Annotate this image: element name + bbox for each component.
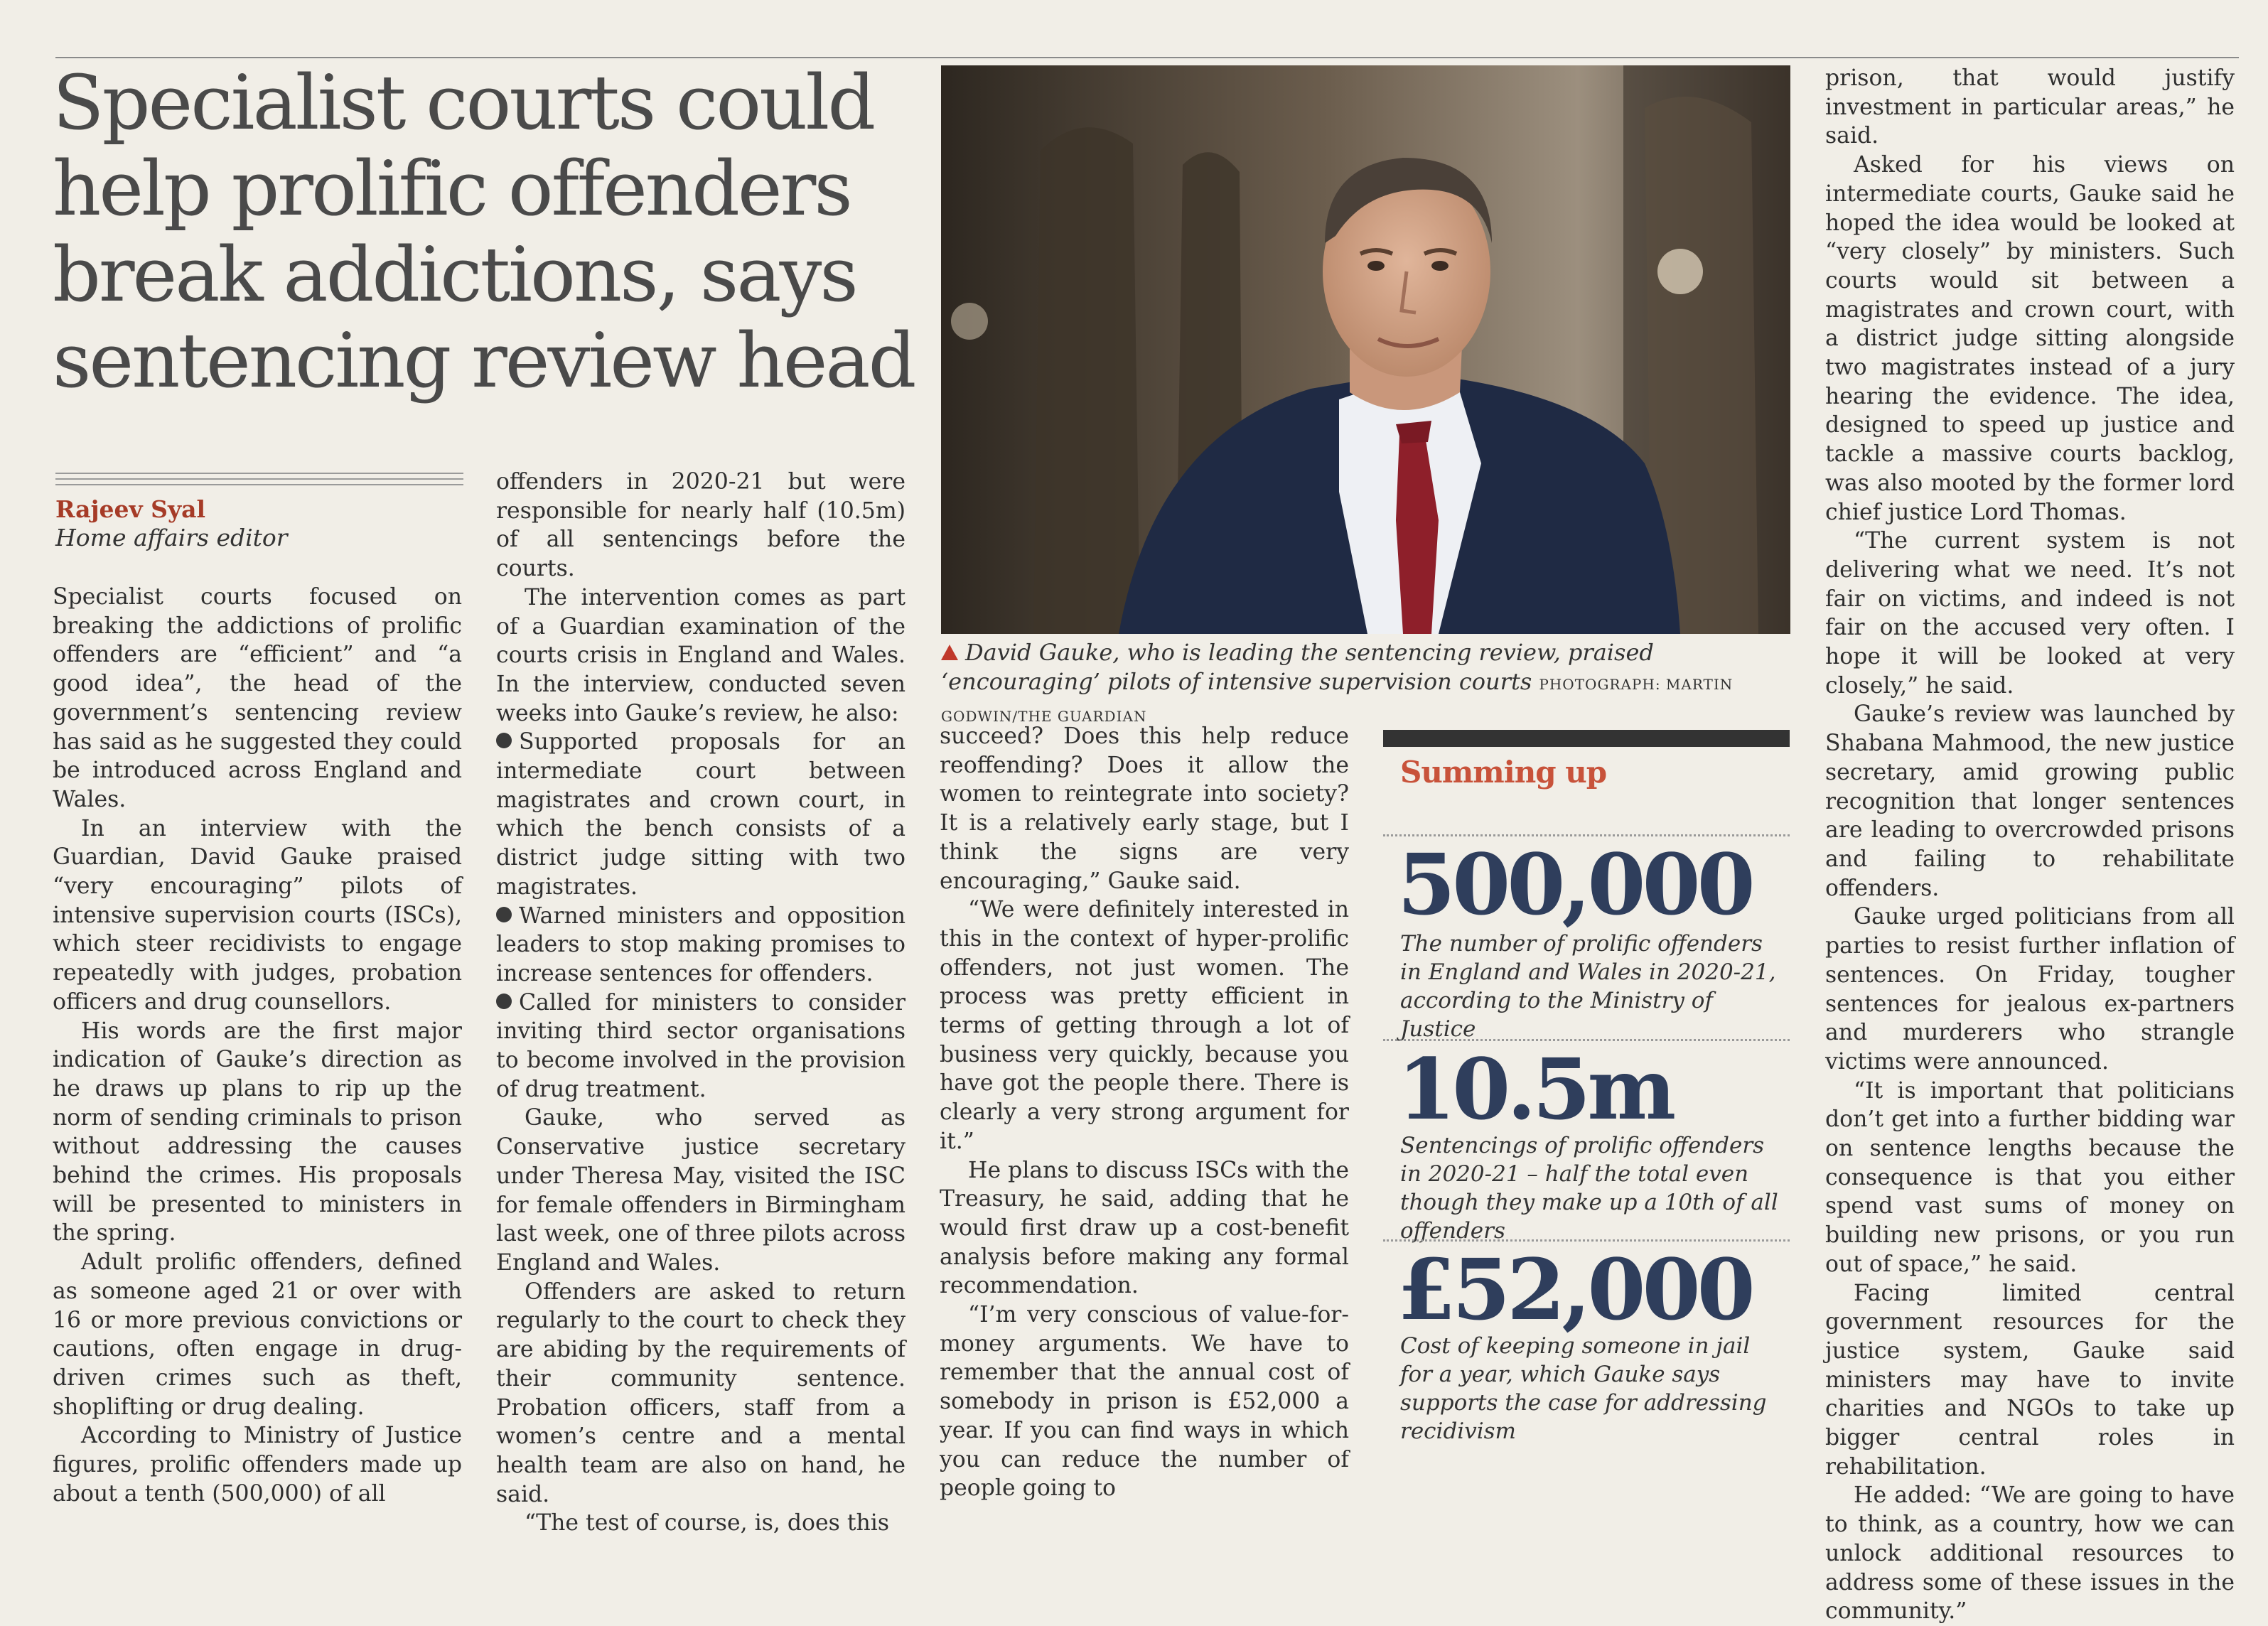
paragraph: “It is important that politicians don’t get into a further bidding war on sentence lengths because the consequence is that you either spend vast sums of money on building new prisons, or you run out of space,” he said. — [1825, 1077, 2235, 1277]
article-photo — [941, 65, 1790, 634]
bullet-text: Supported proposals for an intermediate court between magistrates and crown court, in which the bench consists of a district judge sitting with two magistrates. — [496, 729, 905, 900]
stat-value: 500,000 — [1397, 835, 1752, 934]
stat-description: The number of prolific offenders in England and Wales in 2020-21, according to the Ministry of Justice — [1400, 931, 1776, 1042]
summing-up-title: Summing up — [1400, 755, 1607, 790]
summing-up-bar — [1383, 730, 1790, 747]
paragraph: The intervention comes as part of a Guardian examination of the courts crisis in England and Wales. In the interview, conducted seven weeks into Gauke’s review, he also: — [496, 584, 905, 726]
paragraph: succeed? Does this help reduce reoffending? Does it allow the women to reintegrate into society? It is a relatively early stage, but I think the signs are very encouraging,” Gauke said. — [940, 723, 1349, 894]
paragraph: He added: “We are going to have to think, as a country, how we can unlock additional resources to address some of these issues in the community.” — [1825, 1482, 2235, 1625]
bullet-icon — [496, 733, 512, 748]
paragraph: In an interview with the Guardian, David Gauke praised “very encouraging” pilots of intensive supervision courts (ISCs), which steer recidivists to engage repeatedly with judges, probation officers and drug counsellors. — [53, 815, 462, 1015]
headline-line: sentencing review head — [53, 317, 915, 404]
byline-rule — [55, 484, 463, 485]
bullet-item — [496, 989, 905, 1104]
paragraph: prison, that would justify investment in particular areas,” he said. — [1825, 65, 2235, 149]
headline-line: break addictions, says — [53, 231, 856, 318]
caption-text: David Gauke, who is leading the sentencing review, praised ‘encouraging’ pilots of intensive supervision courts — [941, 639, 1654, 695]
paragraph: Gauke urged politicians from all parties to resist further inflation of sentences. On Friday, tougher sentences for jealous ex-partners and murderers who strangle victims were announced. — [1825, 904, 2235, 1075]
paragraph: Specialist courts focused on breaking the addictions of prolific offenders are “efficient” and “a good idea”, the head of the government’s sentencing review has said as he suggested they could be introduced across England and Wales. — [53, 584, 462, 812]
paragraph: He plans to discuss ISCs with the Treasury, he said, adding that he would first draw up a cost-benefit analysis before making any formal recommendation. — [940, 1157, 1349, 1299]
photo-credit: PHOTOGRAPH: MARTIN GODWIN/THE GUARDIAN — [941, 676, 1734, 725]
headline-line: Specialist courts could — [53, 59, 874, 146]
stat-value: 10.5m — [1397, 1040, 1673, 1138]
paragraph: According to Ministry of Justice figures, prolific offenders made up about a tenth (500,000) of all — [53, 1423, 462, 1507]
paragraph: offenders in 2020-21 but were responsible for nearly half (10.5m) of all sentencings before the courts. — [496, 469, 905, 582]
article-column-1 — [53, 583, 462, 1509]
stat-description: Cost of keeping someone in jail for a year, which Gauke says supports the case for addressing recidivism — [1400, 1333, 1767, 1444]
headline — [53, 60, 927, 404]
byline-name: Rajeev Syal — [55, 495, 206, 523]
paragraph: Gauke, who served as Conservative justice secretary under Theresa May, visited the ISC for female offenders in Birmingham last week, one of three pilots across England and Wales. — [496, 1105, 905, 1276]
byline-role: Home affairs editor — [55, 524, 288, 551]
bullet-icon — [496, 907, 512, 922]
article-column-2 — [496, 468, 905, 1538]
byline-rule — [55, 473, 463, 474]
paragraph: Gauke’s review was launched by Shabana Mahmood, the new justice secretary, amid growing public recognition that longer sentences are leading to overcrowded prisons and failing to rehabilitate offenders. — [1825, 701, 2235, 901]
bullet-text: Warned ministers and opposition leaders to stop making promises to increase sentences for offenders. — [496, 903, 905, 986]
paragraph: “We were definitely interested in this in the context of hyper-prolific offenders, not just women. The process was pretty efficient in terms of getting through a lot of business very quickly, because you have got the people there. There is clearly a very strong argument for it.” — [940, 897, 1349, 1154]
paragraph: His words are the first major indication of Gauke’s direction as he draws up plans to rip up the norm of sending criminals to prison without addressing the causes behind the crimes. His proposals will be presented to ministers in the spring. — [53, 1018, 462, 1247]
byline-rule — [55, 478, 463, 480]
bullet-icon — [496, 994, 512, 1009]
paragraph: Asked for his views on intermediate courts, Gauke said he hoped the idea would be looked at “very closely” by ministers. Such courts would sit between a magistrates and crown court, with a district judge sitting alongside two magistrates instead of a jury hearing the evidence. The idea, designed to speed up justice and tackle a massive courts backlog, was also mooted by the former lord chief justice Lord Thomas. — [1825, 152, 2235, 525]
bullet-text: Called for ministers to consider inviting third sector organisations to become involved in the provision of drug treatment. — [496, 989, 905, 1102]
photo-caption — [941, 638, 1790, 731]
article-column-4 — [1825, 64, 2235, 1626]
portrait-image — [941, 65, 1790, 634]
bullet-item — [496, 728, 905, 901]
article-column-3 — [940, 722, 1349, 1503]
bullet-item — [496, 902, 905, 989]
paragraph: Offenders are asked to return regularly to the court to check they are abiding by the requirements of their community sentence. Probation officers, staff from a women’s centre and a mental health team are also on hand, he said. — [496, 1278, 905, 1507]
paragraph: Facing limited central government resources for the justice system, Gauke said ministers may have to invite charities and NGOs to take up bigger central roles in rehabilitation. — [1825, 1280, 2235, 1480]
stat-description: Sentencings of prolific offenders in 2020-21 – half the total even though they make up a 10th of all offenders — [1400, 1133, 1778, 1244]
paragraph: “The current system is not delivering what we need. It’s not fair on victims, and indeed is not fair on the accused very often. I hope it will be looked at very closely,” he said. — [1825, 528, 2235, 699]
top-rule — [55, 57, 2239, 58]
paragraph: “I’m very conscious of value-for-money arguments. We have to remember that the annual cost of somebody in prison is £52,000 a year. If you can find ways in which you can reduce the number of people going to — [940, 1302, 1349, 1502]
paragraph: Adult prolific offenders, defined as someone aged 21 or over with 16 or more previous convictions or cautions, often engage in drug-driven crimes such as theft, shoplifting or drug dealing. — [53, 1249, 462, 1420]
caption-triangle-icon — [941, 645, 958, 660]
stat-value: £52,000 — [1397, 1240, 1752, 1339]
paragraph: “The test of course, is, does this — [525, 1510, 890, 1536]
headline-line: help prolific offenders — [53, 145, 851, 232]
